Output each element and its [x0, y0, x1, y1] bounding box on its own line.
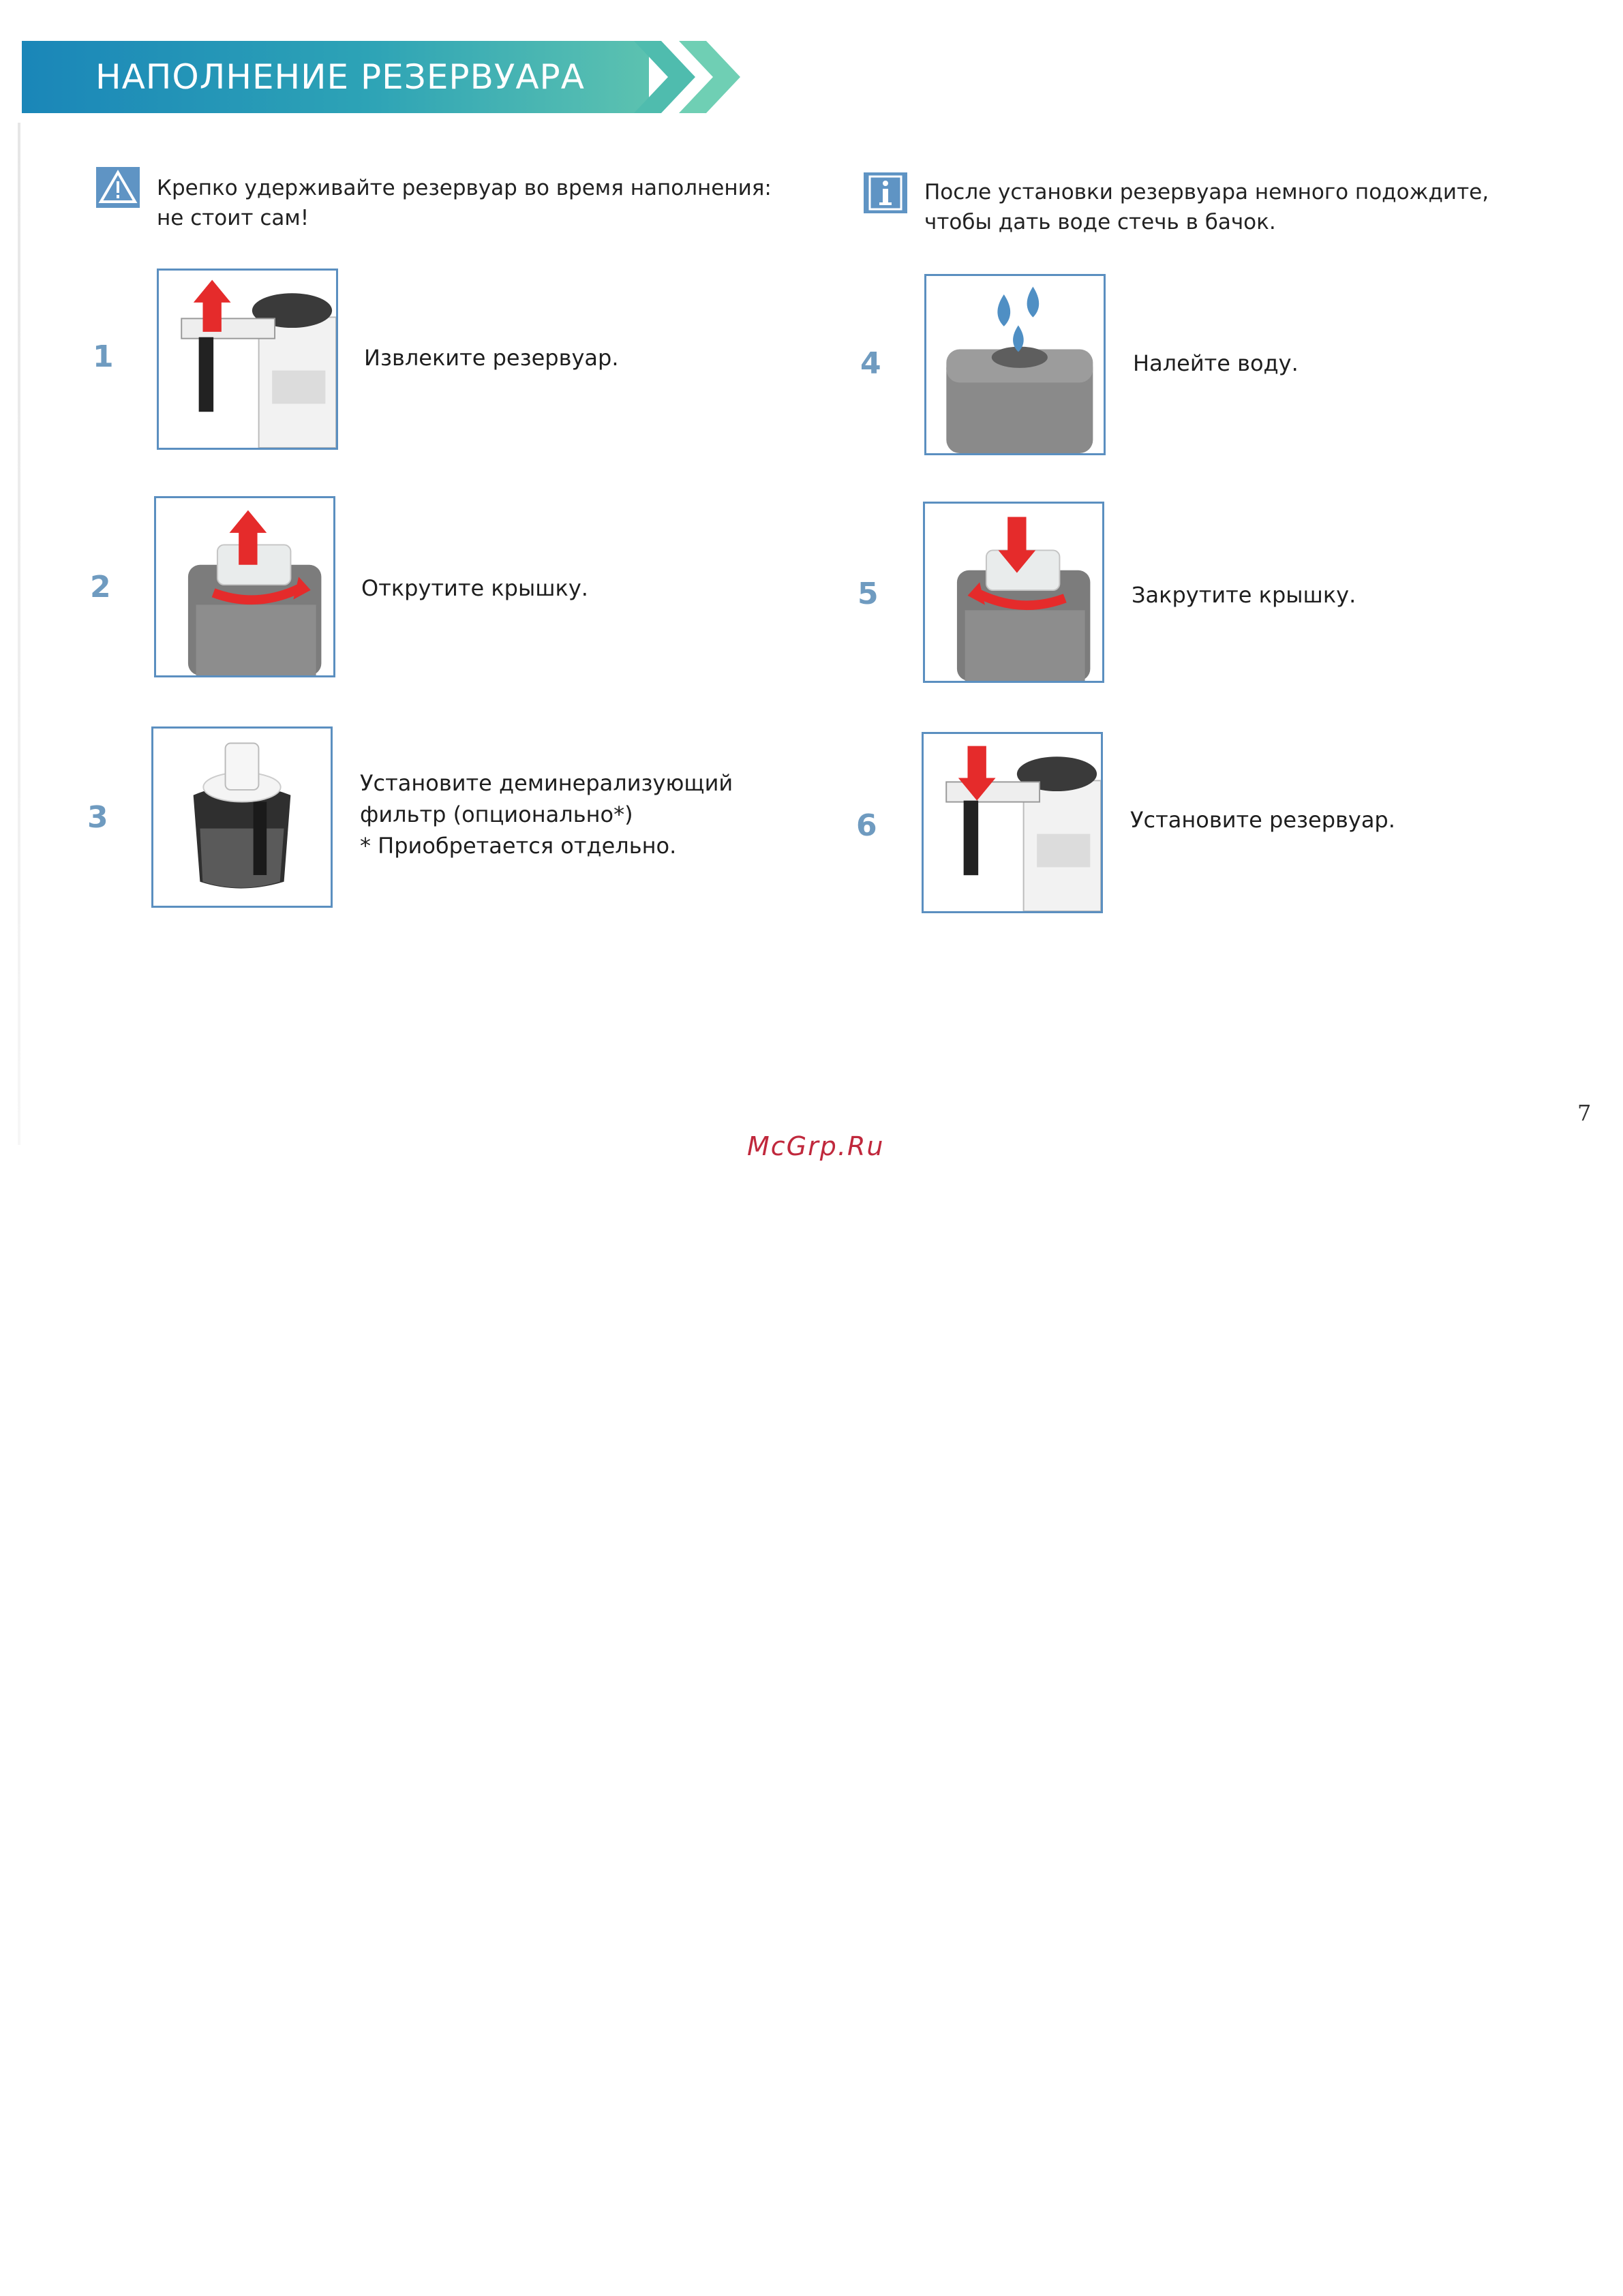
warning-triangle-icon	[95, 166, 140, 209]
step-text-line: фильтр (опционально*)	[360, 801, 633, 827]
step-image-pour-water	[924, 274, 1106, 455]
step-number: 1	[93, 339, 114, 374]
step-image-install-tank	[922, 732, 1103, 913]
watermark: McGrp.Ru	[747, 1131, 885, 1161]
info-icon	[863, 172, 908, 214]
info-note-line: чтобы дать воде стечь в бачок.	[924, 210, 1276, 234]
step-text-line: Установите деминерализующий	[360, 770, 733, 796]
step-number: 4	[860, 346, 881, 381]
page-edge	[18, 123, 20, 1145]
step-image-remove-tank	[157, 269, 338, 450]
step-text	[1132, 579, 1356, 611]
step-text-line: * Приобретается отдельно.	[360, 833, 677, 859]
step-image-unscrew-cap	[154, 496, 335, 677]
step-number: 5	[858, 577, 879, 611]
step-number: 3	[87, 800, 108, 835]
step-text-line: Налейте воду.	[1133, 350, 1299, 376]
step-number: 2	[90, 570, 111, 604]
step-text	[364, 342, 618, 373]
info-note-line: После установки резервуара немного подождите,	[924, 180, 1489, 204]
step-number: 6	[856, 808, 877, 843]
warning-note-line: Крепко удерживайте резервуар во время наполнения:	[157, 176, 772, 200]
warning-note	[157, 173, 772, 233]
step-text	[1133, 348, 1299, 379]
step-text-line: Открутите крышку.	[361, 575, 588, 601]
step-image-install-filter	[151, 726, 333, 908]
warning-note-line: не стоит сам!	[157, 206, 309, 230]
page-number: 7	[1577, 1100, 1592, 1126]
step-image-screw-cap	[923, 502, 1104, 683]
info-note	[924, 177, 1489, 237]
step-text	[360, 767, 733, 861]
step-text-line: Извлеките резервуар.	[364, 345, 619, 371]
step-text	[361, 572, 588, 604]
step-text	[1130, 804, 1395, 836]
step-text-line: Закрутите крышку.	[1132, 582, 1356, 608]
chevrons-decoration	[634, 41, 757, 113]
page-title: НАПОЛНЕНИЕ РЕЗЕРВУАРА	[95, 57, 585, 97]
step-text-line: Установите резервуар.	[1130, 807, 1395, 833]
